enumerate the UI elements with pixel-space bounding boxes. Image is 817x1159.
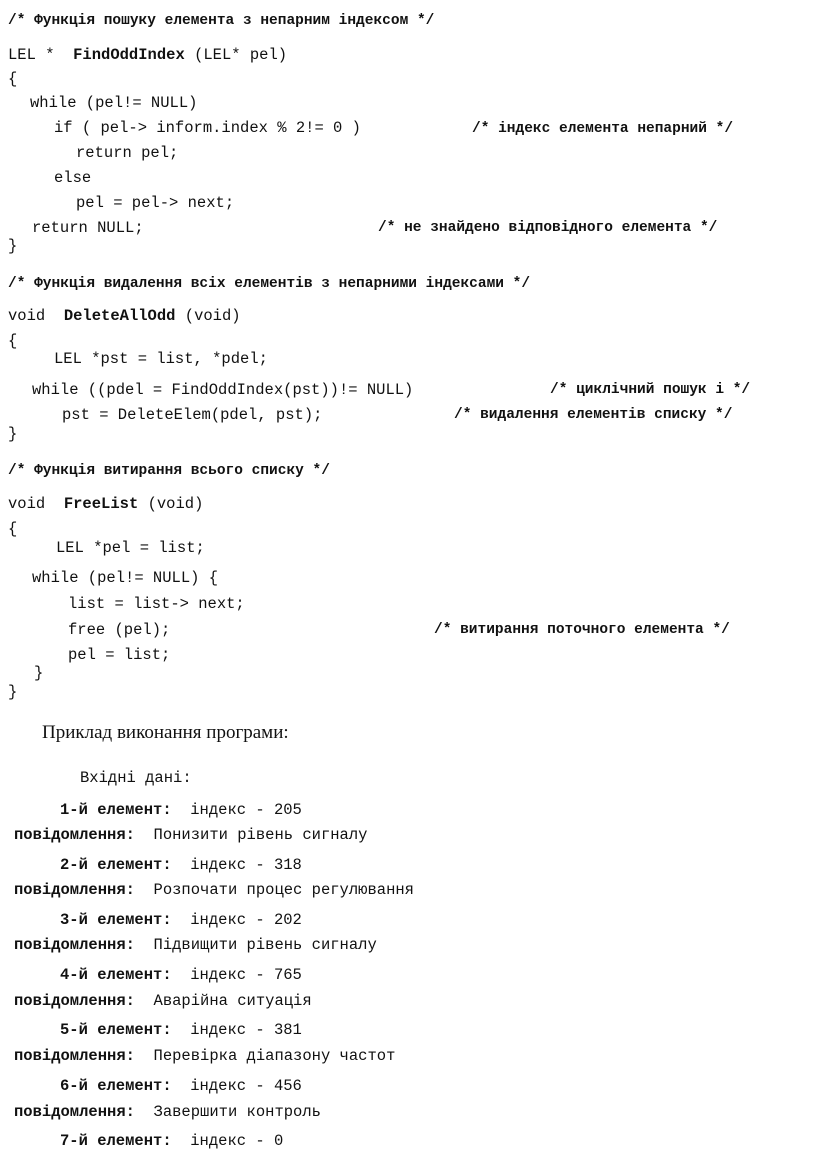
output-element-line xyxy=(60,1132,283,1150)
element-label: 1-й елемент: xyxy=(60,801,172,819)
code-comment: /* циклічний пошук і */ xyxy=(550,382,751,398)
brace-close: } xyxy=(8,425,18,443)
output-message-line xyxy=(14,881,414,899)
code-line: pst = DeleteElem(pdel, pst); xyxy=(62,406,323,424)
element-label: 3-й елемент: xyxy=(60,911,172,929)
code-line: pel = list; xyxy=(68,646,171,664)
signature-delete-all-odd xyxy=(8,307,241,325)
example-caption: Приклад виконання програми: xyxy=(42,722,289,743)
function-name-delete-all-odd: DeleteAllOdd xyxy=(63,307,176,325)
brace-open: { xyxy=(8,332,18,350)
signature-find-odd xyxy=(8,46,287,64)
output-element-line xyxy=(60,911,302,929)
output-element-line xyxy=(60,1077,302,1095)
message-label: повідомлення: xyxy=(14,881,135,899)
comment-free-list: /* Функція витирання всього списку */ xyxy=(8,463,330,479)
element-label: 7-й елемент: xyxy=(60,1132,172,1150)
code-comment: /* видалення елементів списку */ xyxy=(454,407,733,423)
brace-close: } xyxy=(8,683,18,701)
message-label: повідомлення: xyxy=(14,992,135,1010)
code-line: LEL *pst = list, *pdel; xyxy=(54,350,268,368)
output-element-line xyxy=(60,856,302,874)
output-element-line xyxy=(60,966,302,984)
element-index: індекс - 0 xyxy=(190,1132,284,1150)
message-text: Перевірка діапазону частот xyxy=(153,1047,396,1065)
signature-free-list xyxy=(8,495,203,513)
code-line: free (pel); xyxy=(68,621,171,639)
function-name-find-odd: FindOddIndex xyxy=(73,46,185,64)
element-index: індекс - 202 xyxy=(190,911,302,929)
output-message-line xyxy=(14,1103,321,1121)
code-line: LEL *pel = list; xyxy=(56,539,205,557)
code-line: while (pel!= NULL) xyxy=(30,94,198,112)
code-comment: /* індекс елемента непарний */ xyxy=(472,121,734,137)
code-line: return NULL; xyxy=(32,219,144,237)
output-message-line xyxy=(14,936,377,954)
return-type: void xyxy=(8,307,46,325)
element-index: індекс - 205 xyxy=(190,801,302,819)
brace-open: { xyxy=(8,70,18,88)
output-message-line xyxy=(14,992,312,1010)
function-args: (void) xyxy=(184,307,241,325)
element-index: індекс - 318 xyxy=(190,856,302,874)
code-line: list = list-> next; xyxy=(68,595,245,613)
comment-find-odd: /* Функція пошуку елемента з непарним індексом */ xyxy=(8,13,435,29)
function-args: (void) xyxy=(147,495,204,513)
element-index: індекс - 456 xyxy=(190,1077,302,1095)
element-label: 6-й елемент: xyxy=(60,1077,172,1095)
message-label: повідомлення: xyxy=(14,1047,135,1065)
output-element-line xyxy=(60,801,302,819)
output-message-line xyxy=(14,1047,395,1065)
return-type: LEL * xyxy=(8,46,55,64)
code-line: return pel; xyxy=(76,144,179,162)
brace-close-inner: } xyxy=(34,664,44,682)
message-text: Аварійна ситуація xyxy=(153,992,312,1010)
output-heading: Вхідні дані: xyxy=(80,769,192,787)
message-text: Понизити рівень сигналу xyxy=(153,826,368,844)
message-text: Завершити контроль xyxy=(153,1103,321,1121)
code-line: if ( pel-> inform.index % 2!= 0 ) xyxy=(54,119,361,137)
message-label: повідомлення: xyxy=(14,1103,135,1121)
element-label: 4-й елемент: xyxy=(60,966,172,984)
code-comment: /* витирання поточного елемента */ xyxy=(434,622,730,638)
function-name-free-list: FreeList xyxy=(63,495,139,513)
element-index: індекс - 765 xyxy=(190,966,302,984)
output-element-line xyxy=(60,1021,302,1039)
code-line: while (pel!= NULL) { xyxy=(32,569,219,587)
code-line: while ((pdel = FindOddIndex(pst))!= NULL) xyxy=(32,381,414,399)
output-message-line xyxy=(14,826,367,844)
element-label: 2-й елемент: xyxy=(60,856,172,874)
message-label: повідомлення: xyxy=(14,826,135,844)
element-label: 5-й елемент: xyxy=(60,1021,172,1039)
comment-delete-all-odd: /* Функція видалення всіх елементів з непарними індексами */ xyxy=(8,276,531,292)
message-text: Розпочати процес регулювання xyxy=(153,881,414,899)
function-args: (LEL* pel) xyxy=(194,46,288,64)
code-line: pel = pel-> next; xyxy=(76,194,235,212)
code-line: else xyxy=(54,169,92,187)
code-comment: /* не знайдено відповідного елемента */ xyxy=(378,220,718,236)
message-text: Підвищити рівень сигналу xyxy=(153,936,377,954)
message-label: повідомлення: xyxy=(14,936,135,954)
element-index: індекс - 381 xyxy=(190,1021,302,1039)
brace-close: } xyxy=(8,237,18,255)
brace-open: { xyxy=(8,520,18,538)
return-type: void xyxy=(8,495,46,513)
